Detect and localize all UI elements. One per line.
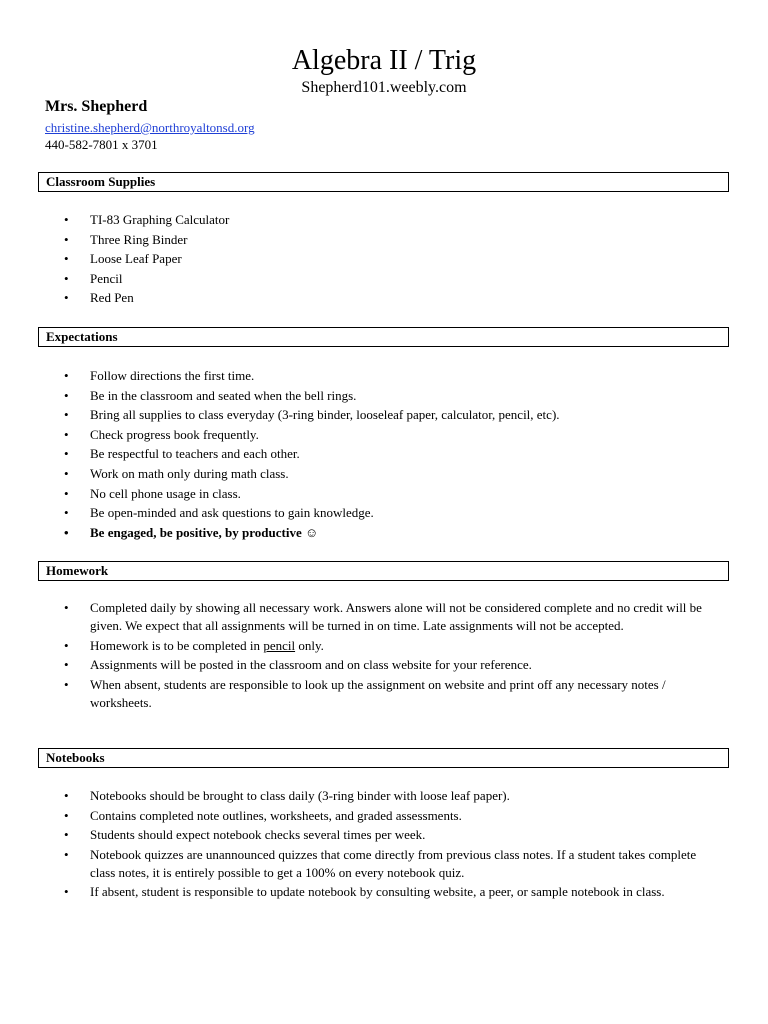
- bullet-icon: •: [64, 290, 69, 306]
- notebooks-list: [64, 787, 724, 903]
- list-item-text: Bring all supplies to class everyday (3-ring binder, looseleaf paper, calculator, pencil, etc).: [90, 407, 560, 423]
- list-item: [64, 504, 724, 522]
- list-item: [64, 787, 724, 805]
- list-item: [64, 524, 724, 542]
- list-item-text: Loose Leaf Paper: [90, 251, 182, 267]
- list-item: [64, 211, 724, 229]
- list-item: [64, 485, 724, 503]
- list-item-text: Completed daily by showing all necessary work. Answers alone will not be considered complete and no credit will be given. We expect that all assignments will be turned in on time. Late assignments will not be accepted.: [90, 600, 702, 633]
- bullet-icon: •: [64, 505, 69, 521]
- teacher-phone: 440-582-7801 x 3701: [45, 137, 158, 152]
- list-item-text: Contains completed note outlines, worksheets, and graded assessments.: [90, 807, 462, 823]
- bullet-icon: •: [64, 231, 69, 247]
- bullet-icon: •: [64, 251, 69, 267]
- list-item-text-before: Homework is to be completed in: [90, 637, 264, 653]
- section-heading-homework: Homework: [38, 561, 729, 581]
- list-item-text: Be open-minded and ask questions to gain knowledge.: [90, 505, 374, 521]
- bullet-icon: •: [64, 657, 69, 673]
- list-item-text: TI-83 Graphing Calculator: [90, 212, 230, 227]
- list-item: [64, 807, 724, 825]
- list-item-text: Follow directions the first time.: [90, 368, 255, 383]
- list-item: [64, 846, 724, 882]
- list-item-text: Work on math only during math class.: [90, 465, 289, 481]
- list-item-text: Three Ring Binder: [90, 231, 188, 247]
- bullet-icon: •: [64, 637, 69, 653]
- list-item-text: No cell phone usage in class.: [90, 485, 241, 501]
- teacher-email-link[interactable]: christine.shepherd@northroyaltonsd.org: [45, 120, 255, 135]
- list-item-text: Red Pen: [90, 290, 134, 306]
- homework-list: [64, 599, 724, 713]
- list-item: [64, 883, 724, 901]
- list-item: [64, 656, 724, 674]
- list-item: [64, 445, 724, 463]
- list-item: [64, 426, 724, 444]
- list-item: [64, 270, 724, 288]
- bullet-icon: •: [64, 446, 69, 462]
- bullet-icon: •: [64, 407, 69, 423]
- list-item-text: Students should expect notebook checks several times per week.: [90, 827, 426, 843]
- list-item-text: Notebooks should be brought to class daily (3-ring binder with loose leaf paper).: [90, 788, 510, 803]
- list-item-text-underlined: pencil: [263, 637, 296, 653]
- list-item-text: Pencil: [90, 270, 123, 286]
- list-item: [64, 599, 724, 635]
- bullet-icon: •: [64, 426, 69, 442]
- list-item: [64, 676, 724, 712]
- bullet-icon: •: [64, 465, 69, 481]
- list-item-text-after: only.: [295, 637, 324, 653]
- bullet-icon: •: [64, 676, 69, 692]
- list-item: [64, 826, 724, 844]
- bullet-icon: •: [64, 807, 69, 823]
- list-item: [64, 637, 724, 655]
- list-item: [64, 387, 724, 405]
- bullet-icon: •: [64, 485, 69, 501]
- bullet-icon: •: [64, 270, 69, 286]
- list-item-text: Be engaged, be positive, by productive ☺: [90, 524, 319, 540]
- supplies-list: [64, 211, 724, 309]
- list-item-text: Assignments will be posted in the classroom and on class website for your reference.: [90, 657, 532, 673]
- expectations-list: [64, 367, 724, 543]
- list-item-text: Check progress book frequently.: [90, 426, 259, 442]
- list-item-text: Be in the classroom and seated when the bell rings.: [90, 387, 357, 403]
- bullet-icon: •: [64, 788, 69, 803]
- bullet-icon: •: [64, 846, 69, 862]
- list-item: [64, 406, 724, 424]
- teacher-name: Mrs. Shepherd: [45, 98, 148, 115]
- section-heading-notebooks: Notebooks: [38, 748, 729, 768]
- list-item-text: Notebook quizzes are unannounced quizzes that come directly from previous class notes. If a student takes complete class notes, it is entirely possible to get a 100% on every notebook quiz.: [90, 846, 697, 880]
- list-item-text: Be respectful to teachers and each other.: [90, 446, 300, 462]
- bullet-icon: •: [64, 827, 69, 843]
- bullet-icon: •: [64, 387, 69, 403]
- list-item: [64, 231, 724, 249]
- bullet-icon: •: [64, 884, 69, 900]
- bullet-icon: •: [64, 524, 69, 540]
- list-item-text: When absent, students are responsible to look up the assignment on website and print off any necessary notes / worksheets.: [90, 676, 666, 710]
- bullet-icon: •: [64, 368, 69, 383]
- page-title: Algebra II / Trig: [291, 45, 477, 76]
- list-item: [64, 465, 724, 483]
- section-heading-classroom-supplies: Classroom Supplies: [38, 172, 729, 192]
- list-item-text: If absent, student is responsible to update notebook by consulting website, a peer, or sample notebook in class.: [90, 884, 665, 900]
- section-heading-expectations: Expectations: [38, 327, 729, 347]
- bullet-icon: •: [64, 600, 69, 615]
- list-item: [64, 289, 724, 307]
- class-website-text: Shepherd101.weebly.com: [301, 79, 467, 96]
- bullet-icon: •: [64, 212, 69, 227]
- list-item: [64, 250, 724, 268]
- list-item: [64, 367, 724, 385]
